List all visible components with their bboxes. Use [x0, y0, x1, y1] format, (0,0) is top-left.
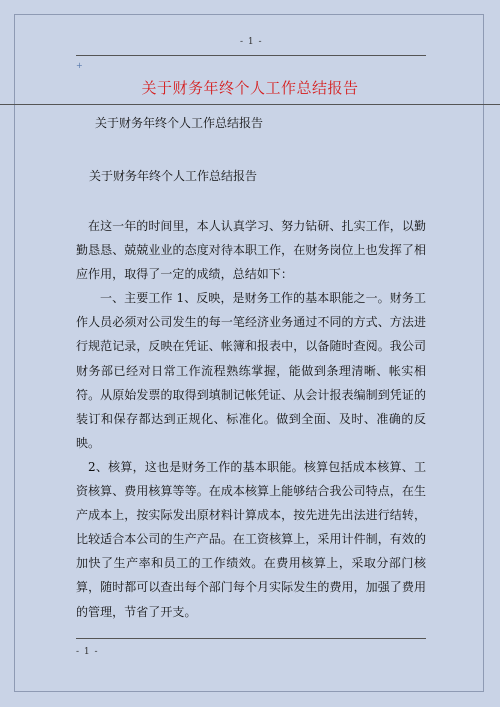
page-number-bottom: - 1 -	[76, 647, 99, 657]
paragraph-2: 一、主要工作 1、反映，是财务工作的基本职能之一。财务工作人员必须对公司发生的每一笔经济业务通过不同的方式、方法进行规范记录，反映在凭证、帐簿和报表中，以备随时查阅。我公司财务部已经对日常工作流程熟练掌握，能做到条理清晰、帐实相符。从原始发票的取得到填制记帐凭证、从会计报表编制到凭证的装订和保存都达到正规化、标准化。做到全面、及时、准确的反映。	[76, 291, 426, 450]
footer-rule	[76, 638, 426, 639]
subtitle-line-2: 关于财务年终个人工作总结报告	[89, 169, 258, 183]
document-body	[76, 214, 426, 624]
page-number-top: - 1 -	[240, 37, 263, 47]
paragraph-3: 2、核算，这也是财务工作的基本职能。核算包括成本核算、工资核算、费用核算等等。在成本核算上能够结合我公司特点，在生产成本上，按实际发出原材料计算成本，按先进先出法进行结转，比较适合本公司的生产产品。在工资核算上，采用计件制，有效的加快了生产率和员工的工作绩效。在费用核算上，采取分部门核算，随时都可以查出每个部门每个月实际发生的费用，加强了费用的管理，节省了开支。	[76, 459, 426, 619]
paragraph-1: 在这一年的时间里，本人认真学习、努力钻研、扎实工作，以勤勤恳恳、兢兢业业的态度对待本职工作，在财务岗位上也发挥了相应作用，取得了一定的成绩，总结如下：	[76, 219, 426, 282]
anchor-marker: +	[76, 61, 83, 70]
title-rule	[0, 104, 500, 105]
document-title: 关于财务年终个人工作总结报告	[141, 79, 359, 97]
header-rule	[76, 55, 426, 56]
subtitle-line-1: 关于财务年终个人工作总结报告	[95, 116, 264, 130]
